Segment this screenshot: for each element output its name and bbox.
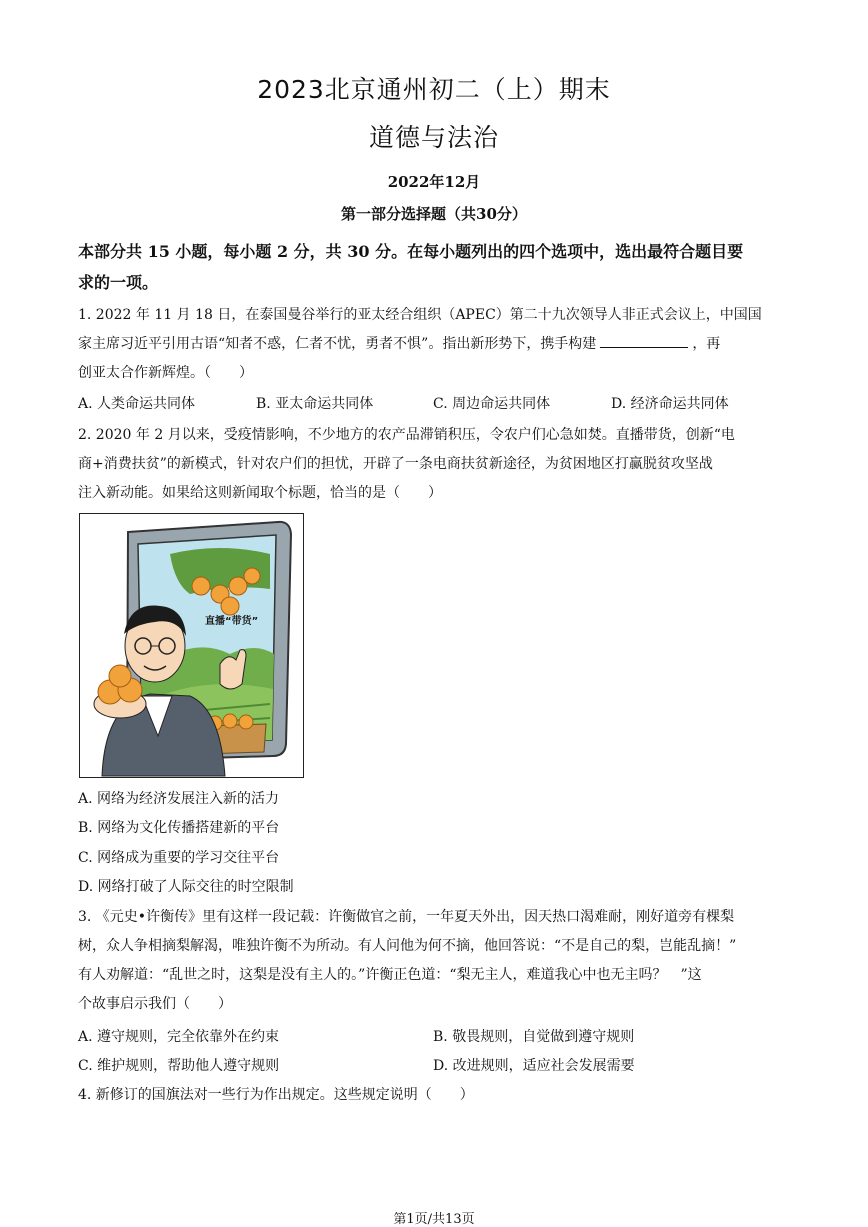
question-3-line-2: 树，众人争相摘梨解渴，唯独许衡不为所动。有人问他为何不摘，他回答说：“不是自己的梨，岂能乱摘！” [78,938,737,954]
option-c: C. 周边命运共同体 [433,396,551,412]
instructions-line-1: 本部分共 15 小题，每小题 2 分，共 30 分。在每小题列出的四个选项中，选出最符合题目要 [78,242,744,261]
illustration-svg [80,514,303,777]
subject-title: 道德与法治 [368,123,499,152]
question-2-line-3: 注入新动能。如果给这则新闻取个标题，恰当的是（ ） [78,485,442,501]
question-3-line-3: 有人劝解道：“乱世之时，这梨是没有主人的。”许衡正色道：“梨无主人，难道我心中也无主吗？ ”这 [78,967,702,983]
option-a: A. 人类命运共同体 [78,396,196,412]
question-2 [78,421,794,508]
question-3-option-d: D. 改进规则，适应社会发展需要 [433,1058,635,1074]
question-3 [78,903,794,1019]
instructions [78,236,794,298]
option-d: D. 经济命运共同体 [611,396,729,412]
question-3-line-1: 3. 《元史•许衡传》里有这样一段记载：许衡做官之前，一年夏天外出，因天热口渴难耐，刚好道旁有棵梨 [78,909,735,925]
question-3-option-a: A. 遵守规则，完全依靠外在约束 [78,1029,280,1045]
livestream-illustration [79,513,304,778]
question-3-option-b: B. 敬畏规则，自觉做到遵守规则 [433,1029,635,1045]
page-number: 第1页/共13页 [393,1212,475,1227]
question-3-option-c: C. 维护规则，帮助他人遵守规则 [78,1058,280,1074]
question-2-line-1: 2. 2020 年 2 月以来，受疫情影响，不少地方的农产品滞销积压，令农户们心急如焚。直播带货，创新“电 [78,427,735,443]
question-2-option-b: B. 网络为文化传播搭建新的平台 [78,820,280,836]
exam-date: 2022年12月 [387,173,481,191]
instructions-line-2: 求的一项。 [78,273,159,292]
question-1-line-2: 家主席习近平引用古语“知者不惑，仁者不忧，勇者不惧”。指出新形势下，携手构建 ，再 [78,330,794,359]
question-4 [78,1081,794,1110]
exam-title: 2023北京通州初二（上）期末 [257,75,611,104]
section-heading: 第一部分选择题（共30分） [341,205,527,223]
question-2-option-c: C. 网络成为重要的学习交往平台 [78,850,280,866]
question-2-option-a: A. 网络为经济发展注入新的活力 [78,791,280,807]
question-1-options [78,393,794,415]
option-b: B. 亚太命运共同体 [256,396,374,412]
question-3-line-4: 个故事启示我们（ ） [78,996,232,1012]
question-1 [78,301,794,388]
question-4-line-1: 4. 新修订的国旗法对一些行为作出规定。这些规定说明（ ） [78,1087,474,1103]
illustration-caption: 直播“带货” [205,616,259,627]
question-1-line-3: 创亚太合作新辉煌。（ ） [78,365,253,381]
question-2-line-2: 商+消费扶贫”的新模式，针对农户们的担忧，开辟了一条电商扶贫新途径，为贫困地区打赢脱贫攻坚战 [78,456,713,472]
answer-blank [600,333,688,348]
question-1-line-1: 1. 2022 年 11 月 18 日，在泰国曼谷举行的亚太经合组织（APEC）第二十九次领导人非正式会议上，中国国 [78,307,762,323]
question-2-option-d: D. 网络打破了人际交往的时空限制 [78,879,294,895]
